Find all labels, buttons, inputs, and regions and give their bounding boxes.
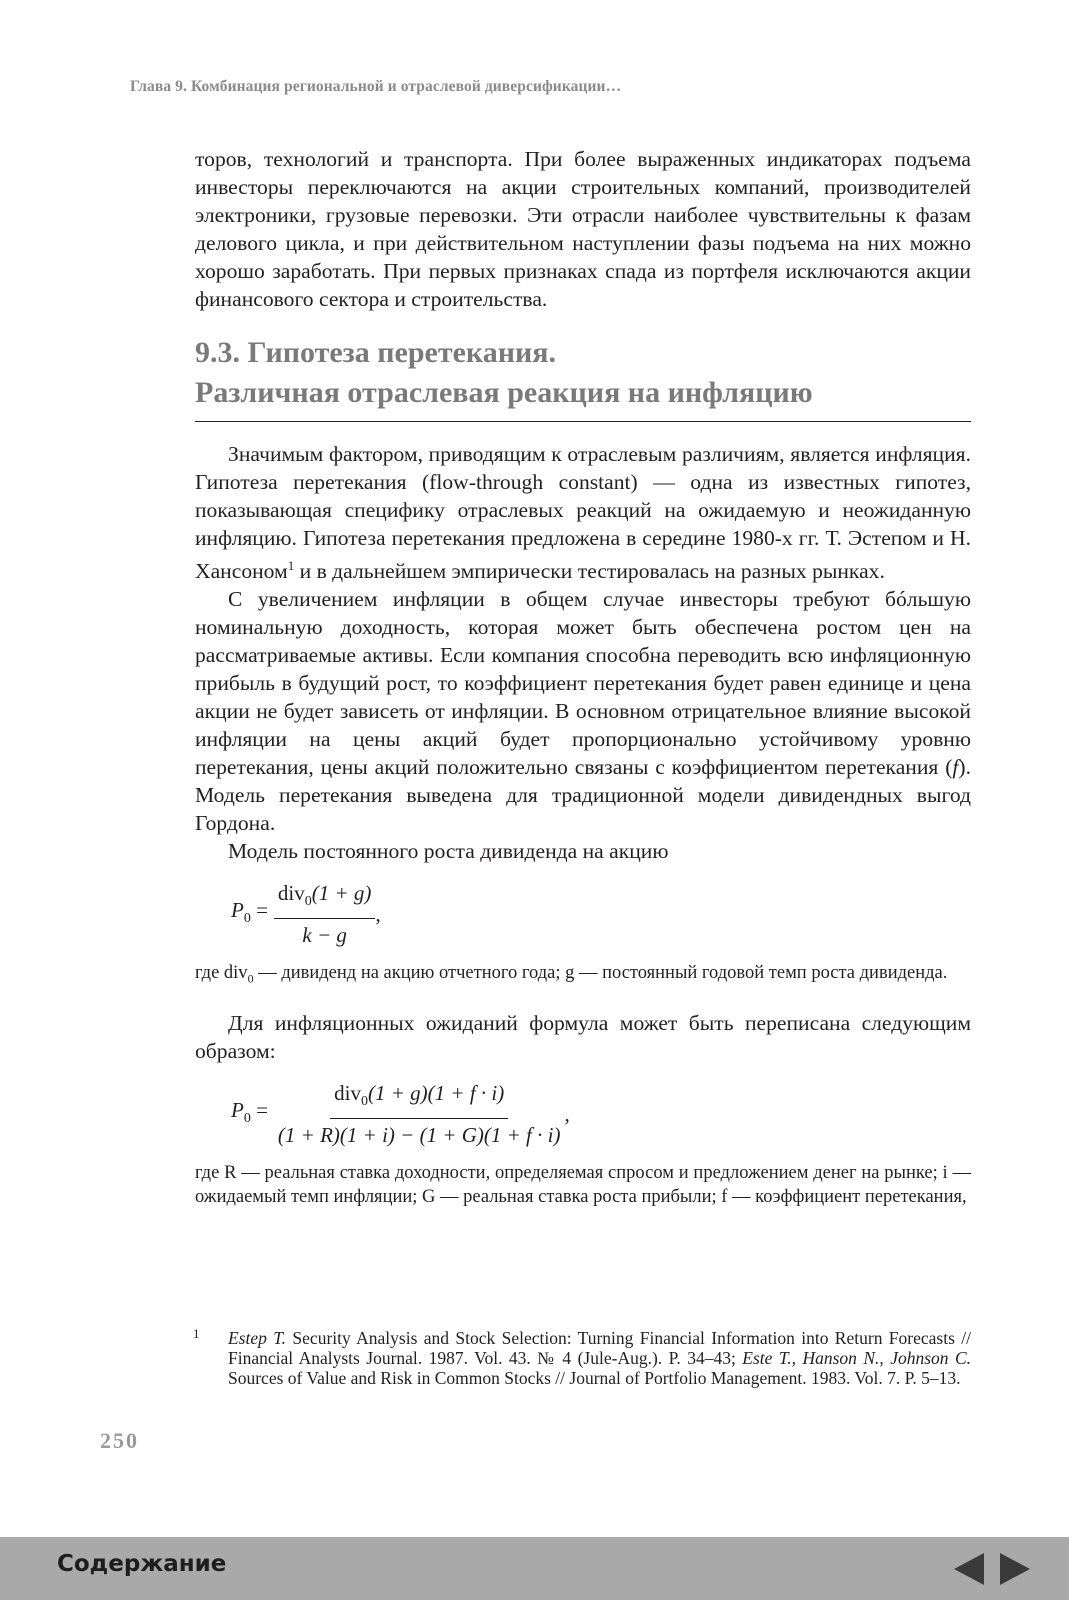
page-content — [195, 145, 971, 1209]
formula-1-trail: , — [375, 902, 381, 927]
formula-gordon — [231, 879, 971, 949]
formula-2-trail: , — [564, 1102, 570, 1127]
footnotes — [195, 1328, 971, 1388]
paragraph-2 — [195, 585, 971, 837]
paragraph-1 — [195, 440, 971, 585]
section-title-line-2: Различная отраслевая реакция на инфляцию — [195, 376, 813, 409]
formula-1-denominator: k − g — [302, 923, 347, 948]
paragraph-2-text: С увеличением инфляции в общем случае инвесторы требуют бóльшую номинальную доходность, которая может быть обеспечена ростом цен на рассматриваемые активы. Если компания способна переводить всю инфляционную прибыль в будущий рост, то коэффициент перетекания будет равен единице и цена акции не будет зависеть от инфляции. В основном отрицательное влияние высокой инфляции на цены акций будет пропорционально устойчивому уровню перетекания, цены акций положительно связаны с коэффициентом перетекания ( — [195, 587, 971, 780]
formula-1-fraction — [274, 879, 376, 949]
formula-flow-through — [231, 1079, 971, 1149]
paragraph-3: Модель постоянного роста дивиденда на акцию — [228, 839, 669, 864]
paragraph-1-text: Значимым фактором, приводящим к отраслевым различиям, является инфляция. Гипотеза перетекания (flow-through constant) — одна из известных гипотез, показывающая специфику отраслевых реакций на ожидаемую и неожиданную инфляцию. Гипотеза перетекания предложена в середине 1980-х гг. Т. Эстепом и Н. Хансоном — [195, 442, 971, 584]
table-of-contents-link[interactable]: Содержание — [57, 1551, 227, 1577]
formula-2-lhs: $P_0$ = — [231, 1097, 268, 1126]
formula-1-numerator: div$_0$(1 + g) — [274, 879, 376, 919]
formula-2-denominator: (1 + R)(1 + i) − (1 + G)(1 + f · i) — [277, 1123, 561, 1148]
page-number: 250 — [100, 1428, 139, 1453]
footnote-text: Estep T. Security Analysis and Stock Selection: Turning Financial Information into Return Forecasts // Financial Analysts Journal. 1987. Vol. 43. № 4 (Jule-Aug.). P. 34–43; Este T., Hanson N., Johnson C. Sources of Value and Risk in Common Stocks // Journal of Portfolio Management. 1983. Vol. 7. P. 5–13. — [228, 1328, 972, 1388]
paragraph-1-text-end: и в дальнейшем эмпирически тестировалась на разных рынках. — [294, 559, 885, 584]
formula-2-numerator: div$_0$(1 + g)(1 + f · i) — [330, 1079, 508, 1119]
formula-2-note: где R — реальная ставка доходности, определяемая спросом и предложением денег на рынке; i — ожидаемый темп инфляции; G — реальная ставка роста прибыли; f — коэффициент перетекания, — [195, 1163, 971, 1208]
section-title — [195, 333, 971, 422]
paragraph-2-text-end: ). Модель перетекания выведена для традиционной модели дивидендных выгод Гордона. — [195, 755, 971, 836]
paragraph-4: Для инфляционных ожиданий формула может быть переписана следующим образом: — [195, 1011, 971, 1064]
footnote-ref[interactable]: 1 — [287, 558, 295, 573]
footer-nav-bar — [0, 1537, 1069, 1600]
formula-1-lhs: $P_0$ = — [231, 897, 268, 926]
flow-through-symbol: f — [952, 755, 959, 780]
section-title-line-1: 9.3. Гипотеза перетекания. — [195, 336, 557, 369]
formula-2-fraction — [274, 1079, 565, 1149]
intro-paragraph: торов, технологий и транспорта. При более выраженных индикаторах подъема инвесторы переключаются на акции строительных компаний, производителей электроники, грузовые перевозки. Эти отрасли наиболее чувствительны к фазам делового цикла, и при действительном наступлении фазы подъема на них можно хорошо заработать. При первых признаках спада из портфеля исключаются акции финансового сектора и строительства. — [195, 147, 971, 311]
footnote-mark: 1 — [193, 1326, 200, 1341]
running-head: Глава 9. Комбинация региональной и отраслевой диверсификации… — [130, 78, 622, 95]
previous-page-icon[interactable] — [954, 1553, 984, 1585]
formula-1-note: где div$_0$ — дивиденд на акцию отчетного года; g — постоянный годовой темп роста дивиденда. — [195, 963, 948, 987]
next-page-icon[interactable] — [1000, 1553, 1030, 1585]
